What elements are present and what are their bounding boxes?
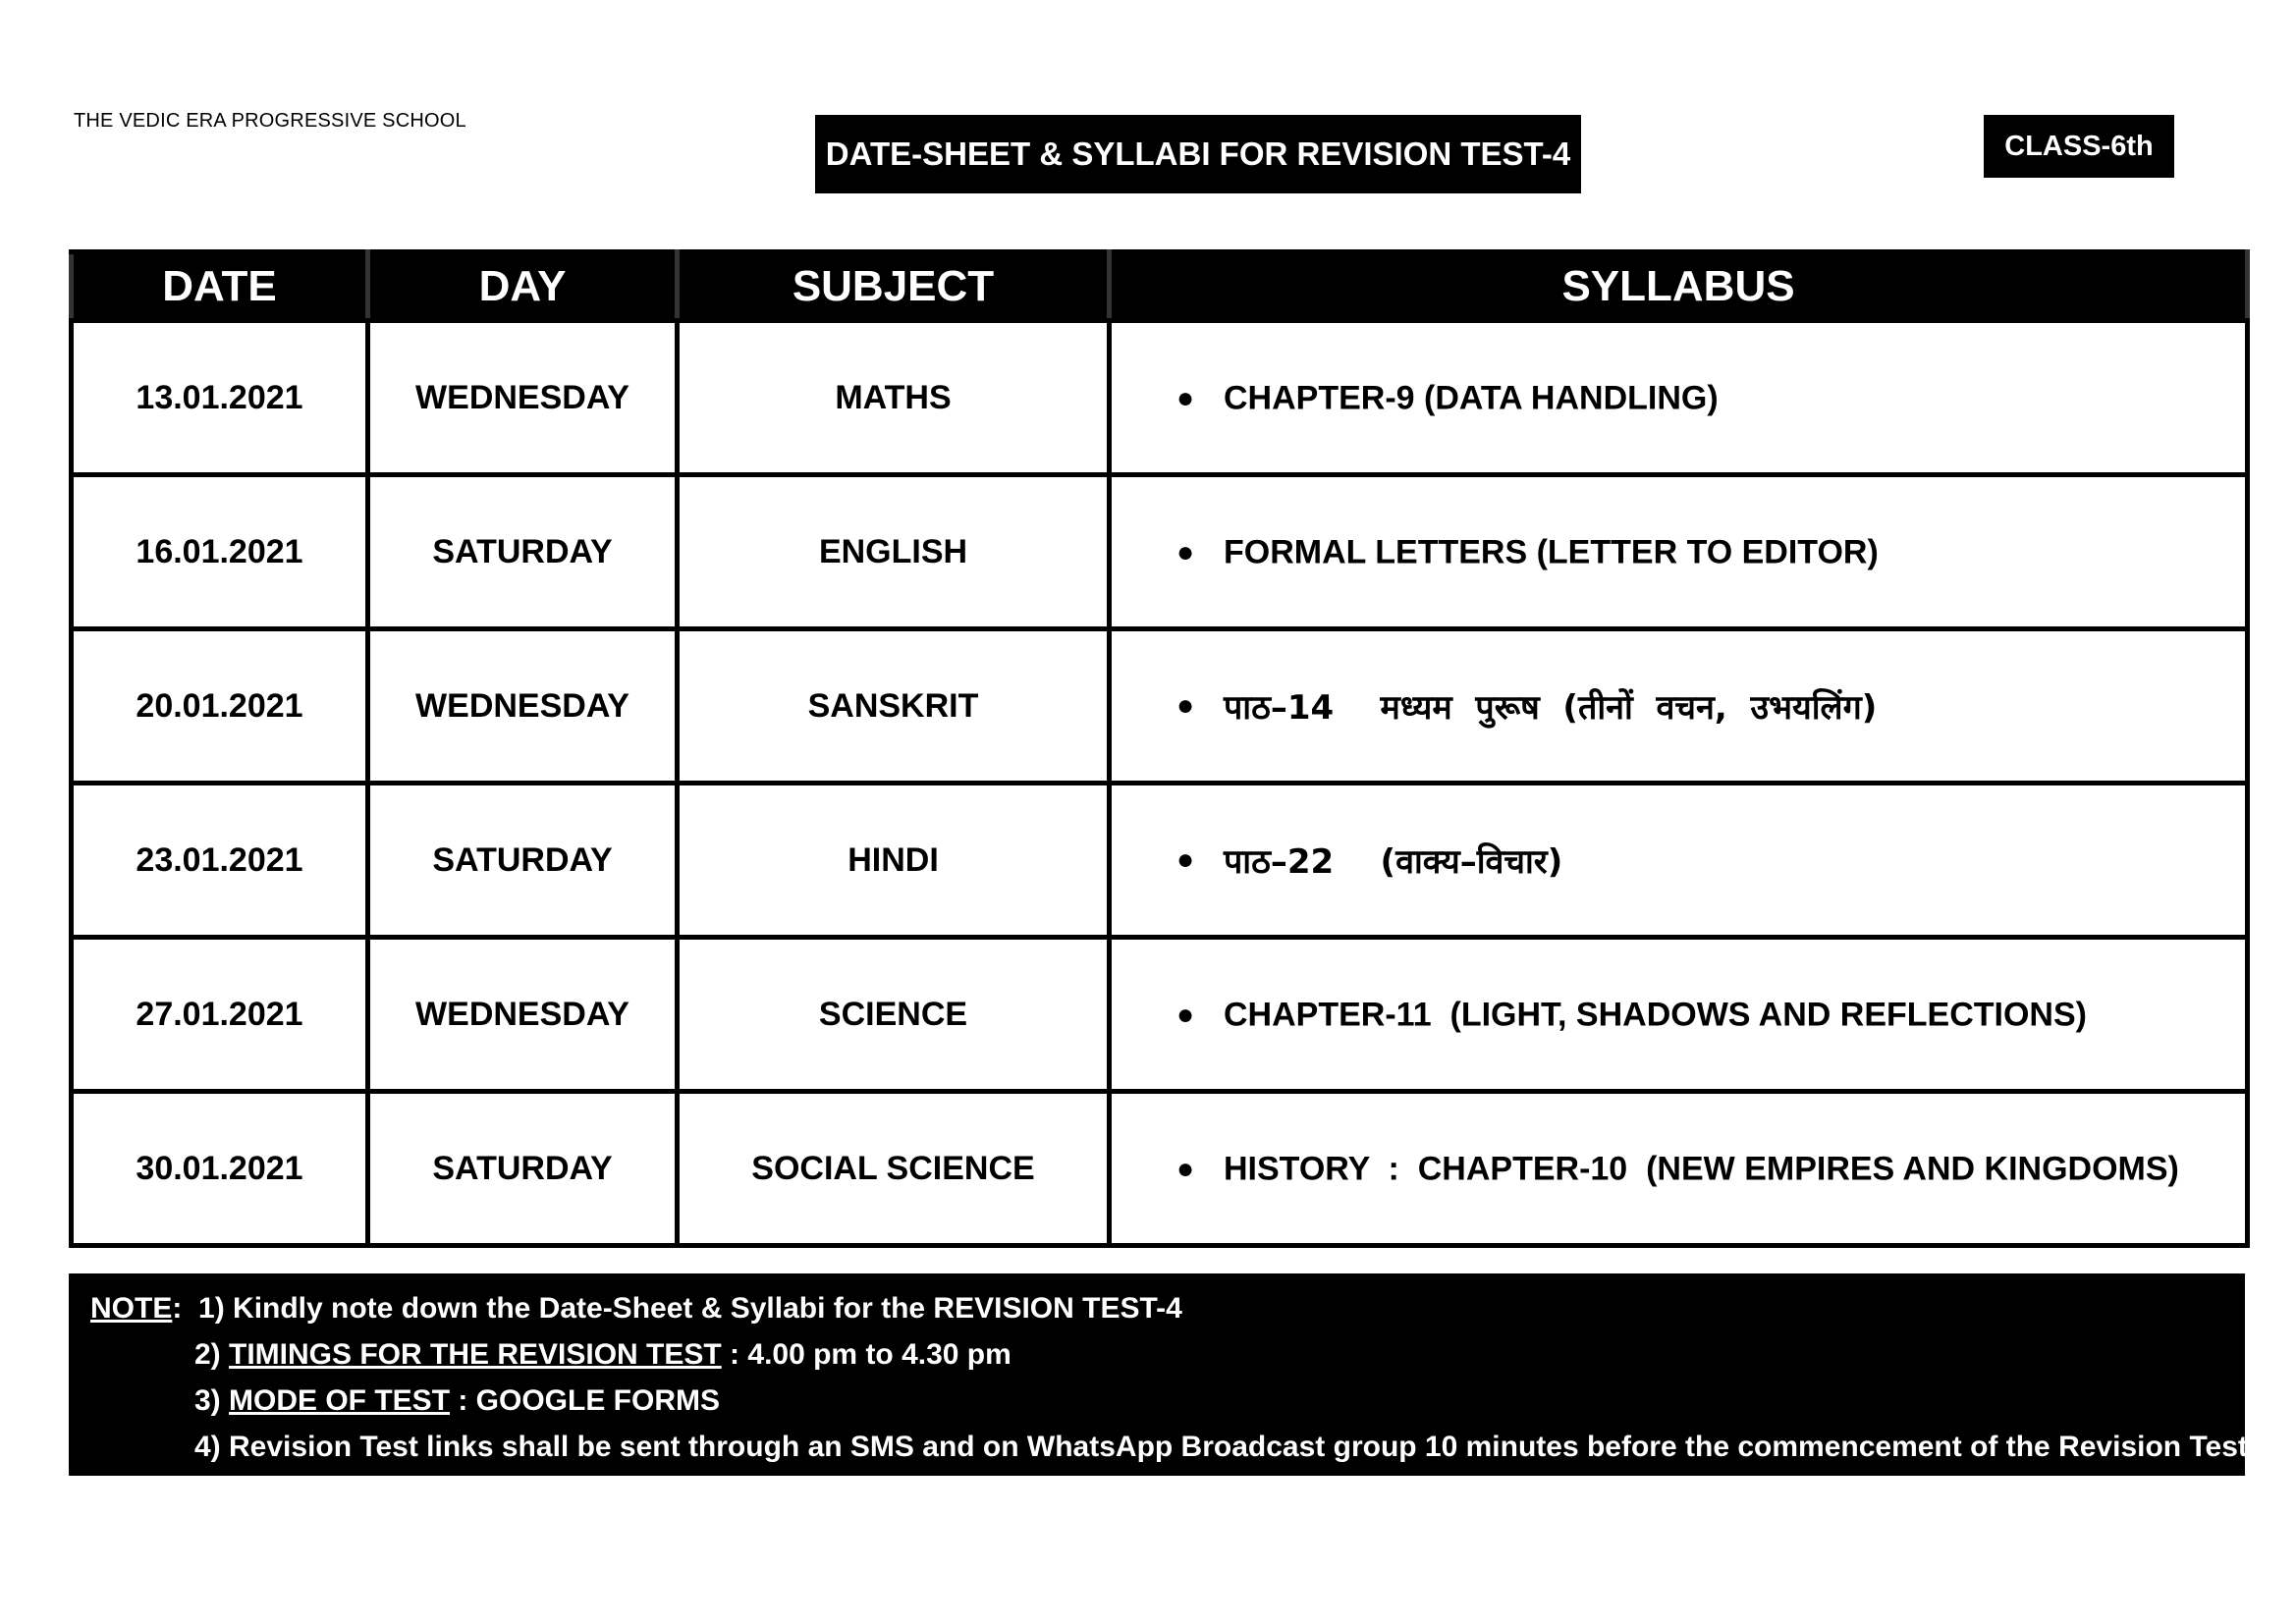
- cell-syllabus: [1110, 475, 2248, 629]
- note-box: [69, 1273, 2257, 1476]
- table-row: [72, 629, 2248, 784]
- column-header-day: DAY: [368, 252, 678, 321]
- bullet-icon: ●: [1176, 998, 1195, 1031]
- cell-date: 30.01.2021: [72, 1092, 368, 1246]
- cell-day: SATURDAY: [368, 784, 678, 938]
- syllabus-text: पाठ–14 मध्यम पुरूष (तीनों वचन, उभयलिंग): [1224, 688, 1878, 728]
- page-title: DATE-SHEET & SYLLABI FOR REVISION TEST-4: [815, 115, 1581, 193]
- note-line-3: [90, 1378, 2245, 1424]
- note-label-3: MODE OF TEST: [229, 1384, 451, 1417]
- table-row: [72, 938, 2248, 1092]
- table-row: [72, 784, 2248, 938]
- table-header-row: [72, 252, 2248, 321]
- note-prefix-3: 3): [194, 1384, 230, 1417]
- note-label: NOTE: [90, 1292, 173, 1325]
- cell-syllabus: [1110, 784, 2248, 938]
- date-sheet-table: [69, 249, 2250, 1248]
- bullet-icon: ●: [1176, 535, 1195, 568]
- cell-date: 16.01.2021: [72, 475, 368, 629]
- note-label-2: TIMINGS FOR THE REVISION TEST: [229, 1338, 722, 1371]
- syllabus-text: CHAPTER-11 (LIGHT, SHADOWS AND REFLECTIONS): [1224, 996, 2087, 1034]
- note-line-4: [90, 1424, 2257, 1470]
- school-name: THE VEDIC ERA PROGRESSIVE SCHOOL: [74, 110, 466, 132]
- bullet-icon: ●: [1176, 1152, 1195, 1185]
- note-prefix-2: 2): [194, 1338, 230, 1371]
- note-text-1: 1) Kindly note down the Date-Sheet & Syllabi for the REVISION TEST-4: [198, 1292, 1182, 1325]
- cell-day: WEDNESDAY: [368, 938, 678, 1092]
- cell-syllabus: [1110, 629, 2248, 784]
- cell-date: 23.01.2021: [72, 784, 368, 938]
- bullet-icon: ●: [1176, 381, 1195, 414]
- cell-day: WEDNESDAY: [368, 629, 678, 784]
- column-header-date: DATE: [72, 252, 368, 321]
- syllabus-text: पाठ–22 (वाक्य–विचार): [1224, 842, 1563, 882]
- cell-date: 27.01.2021: [72, 938, 368, 1092]
- cell-syllabus: [1110, 321, 2248, 475]
- cell-day: WEDNESDAY: [368, 321, 678, 475]
- syllabus-text: FORMAL LETTERS (LETTER TO EDITOR): [1224, 533, 1879, 571]
- syllabus-text: HISTORY : CHAPTER-10 (NEW EMPIRES AND KINGDOMS): [1224, 1150, 2179, 1188]
- table-row: [72, 475, 2248, 629]
- cell-subject: ENGLISH: [678, 475, 1110, 629]
- table-row: [72, 321, 2248, 475]
- cell-day: SATURDAY: [368, 475, 678, 629]
- table-row: [72, 1092, 2248, 1246]
- cell-date: 20.01.2021: [72, 629, 368, 784]
- cell-date: 13.01.2021: [72, 321, 368, 475]
- column-header-syllabus: SYLLABUS: [1110, 252, 2248, 321]
- note-text-4: 4) Revision Test links shall be sent through an SMS and on WhatsApp Broadcast group 10 minutes before the commencement of the Revision Test.: [194, 1431, 2257, 1463]
- cell-subject: SOCIAL SCIENCE: [678, 1092, 1110, 1246]
- note-value-2: : 4.00 pm to 4.30 pm: [721, 1338, 1011, 1371]
- cell-syllabus: [1110, 938, 2248, 1092]
- cell-syllabus: [1110, 1092, 2248, 1246]
- syllabus-text: CHAPTER-9 (DATA HANDLING): [1224, 379, 1719, 417]
- bullet-icon: ●: [1176, 843, 1195, 876]
- note-line-2: [90, 1331, 2245, 1378]
- class-badge: CLASS-6th: [1984, 115, 2174, 178]
- cell-day: SATURDAY: [368, 1092, 678, 1246]
- note-value-3: : GOOGLE FORMS: [450, 1384, 721, 1417]
- cell-subject: MATHS: [678, 321, 1110, 475]
- bullet-icon: ●: [1176, 689, 1195, 722]
- cell-subject: SCIENCE: [678, 938, 1110, 1092]
- cell-subject: SANSKRIT: [678, 629, 1110, 784]
- note-colon: :: [172, 1292, 199, 1325]
- note-line-1: [90, 1285, 2245, 1331]
- cell-subject: HINDI: [678, 784, 1110, 938]
- column-header-subject: SUBJECT: [678, 252, 1110, 321]
